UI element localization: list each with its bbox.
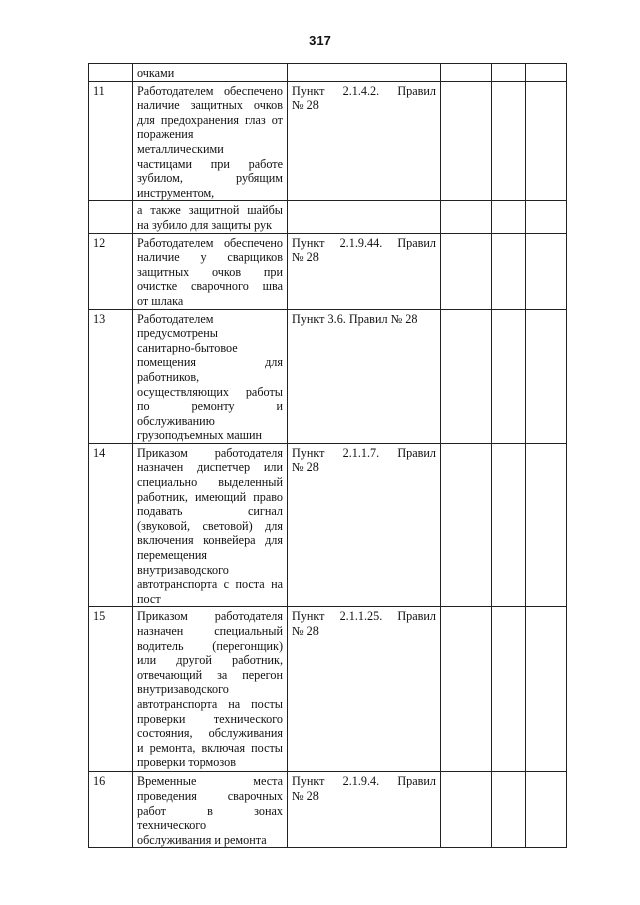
requirement-line: от шлака bbox=[137, 293, 184, 308]
requirement-line: наличие у сварщиков bbox=[137, 250, 283, 265]
reference-text bbox=[288, 81, 441, 201]
requirement-text bbox=[133, 64, 288, 82]
reference-text bbox=[288, 64, 441, 82]
answer-cell-2 bbox=[492, 607, 526, 772]
reference-text bbox=[288, 233, 441, 309]
requirement-text bbox=[133, 201, 288, 233]
checklist-table-body bbox=[89, 64, 567, 848]
requirement-line: специально выделенный bbox=[137, 475, 283, 490]
answer-cell-3 bbox=[526, 201, 567, 233]
table-row bbox=[89, 443, 567, 607]
requirement-line: а также защитной шайбы bbox=[137, 203, 283, 218]
item-number: 11 bbox=[89, 81, 133, 201]
requirement-line: работник, имеющий право bbox=[137, 489, 283, 504]
requirement-line: технического bbox=[137, 818, 207, 833]
requirement-line: обслуживанию bbox=[137, 413, 215, 428]
requirement-line: поражения bbox=[137, 127, 194, 142]
item-number bbox=[89, 201, 133, 233]
answer-cell-2 bbox=[492, 201, 526, 233]
answer-cell-3 bbox=[526, 309, 567, 443]
table-row bbox=[89, 607, 567, 772]
table-row bbox=[89, 233, 567, 309]
requirement-line: или другой работник, bbox=[137, 653, 283, 668]
checklist-table bbox=[88, 63, 567, 848]
requirement-line: внутризаводского bbox=[137, 562, 229, 577]
answer-cell-2 bbox=[492, 233, 526, 309]
answer-cell-3 bbox=[526, 64, 567, 82]
requirement-line: грузоподъемных машин bbox=[137, 428, 263, 443]
requirement-line: перемещения bbox=[137, 548, 208, 563]
answer-cell-1 bbox=[441, 233, 492, 309]
table-row bbox=[89, 201, 567, 233]
requirement-text bbox=[133, 443, 288, 607]
requirement-line: и ремонта, включая посты bbox=[137, 740, 283, 755]
item-number: 13 bbox=[89, 309, 133, 443]
reference-line: № 28 bbox=[292, 460, 319, 475]
item-number bbox=[89, 64, 133, 82]
reference-line: № 28 bbox=[292, 98, 319, 113]
answer-cell-3 bbox=[526, 443, 567, 607]
requirement-line: по ремонту и bbox=[137, 399, 283, 414]
table-row bbox=[89, 81, 567, 201]
requirement-line: осуществляющих работы bbox=[137, 384, 283, 399]
answer-cell-1 bbox=[441, 309, 492, 443]
requirement-line: водитель (перегонщик) bbox=[137, 638, 283, 653]
reference-line: Пункт 2.1.1.25. Правил bbox=[292, 609, 436, 624]
requirement-text bbox=[133, 81, 288, 201]
reference-line: Пункт 2.1.4.2. Правил bbox=[292, 83, 436, 98]
requirement-line: пост bbox=[137, 591, 161, 606]
requirement-line: назначен специальный bbox=[137, 624, 283, 638]
requirement-text bbox=[133, 772, 288, 848]
item-number: 12 bbox=[89, 233, 133, 309]
answer-cell-1 bbox=[441, 81, 492, 201]
answer-cell-1 bbox=[441, 201, 492, 233]
requirement-line: предусмотрены bbox=[137, 326, 218, 341]
requirement-line: автотранспорта на посты bbox=[137, 696, 283, 711]
requirement-line: металлическими bbox=[137, 141, 224, 156]
reference-line: № 28 bbox=[292, 624, 319, 638]
table-row bbox=[89, 64, 567, 82]
reference-text bbox=[288, 309, 441, 443]
requirement-line: зубилом, рубящим bbox=[137, 171, 283, 186]
reference-line: № 28 bbox=[292, 250, 319, 265]
reference-text bbox=[288, 607, 441, 772]
answer-cell-2 bbox=[492, 772, 526, 848]
requirement-line: частицами при работе bbox=[137, 156, 283, 171]
requirement-line: проверки технического bbox=[137, 711, 283, 726]
table-row bbox=[89, 772, 567, 848]
reference-line: № 28 bbox=[292, 789, 319, 803]
table-row bbox=[89, 309, 567, 443]
requirement-line: защитных очков при bbox=[137, 264, 283, 279]
requirement-line: состояния, обслуживания bbox=[137, 726, 283, 741]
requirement-line: Работодателем обеспечено bbox=[137, 235, 283, 250]
answer-cell-3 bbox=[526, 607, 567, 772]
requirement-line: Работодателем обеспечено bbox=[137, 83, 283, 98]
answer-cell-1 bbox=[441, 64, 492, 82]
requirement-line: (звуковой, световой) для bbox=[137, 518, 283, 533]
requirement-line: внутризаводского bbox=[137, 682, 229, 697]
reference-text bbox=[288, 201, 441, 233]
reference-line: Пункт 2.1.9.44. Правил bbox=[292, 235, 436, 250]
requirement-line: помещения для bbox=[137, 355, 283, 370]
answer-cell-3 bbox=[526, 772, 567, 848]
reference-text bbox=[288, 443, 441, 607]
answer-cell-1 bbox=[441, 772, 492, 848]
item-number: 14 bbox=[89, 443, 133, 607]
answer-cell-2 bbox=[492, 64, 526, 82]
requirement-line: Приказом работодателя bbox=[137, 445, 283, 460]
answer-cell-2 bbox=[492, 81, 526, 201]
requirement-line: очистке сварочного шва bbox=[137, 279, 283, 294]
requirement-line: работ в зонах bbox=[137, 803, 283, 818]
requirement-text bbox=[133, 233, 288, 309]
requirement-text bbox=[133, 309, 288, 443]
answer-cell-2 bbox=[492, 443, 526, 607]
requirement-line: назначен диспетчер или bbox=[137, 460, 283, 475]
page-number: 317 bbox=[309, 33, 331, 48]
requirement-line: Приказом работодателя bbox=[137, 609, 283, 624]
requirement-line: для предохранения глаз от bbox=[137, 112, 283, 127]
requirement-line: проверки тормозов bbox=[137, 755, 236, 770]
item-number: 15 bbox=[89, 607, 133, 772]
requirement-line: инструментом, bbox=[137, 185, 215, 200]
reference-line: Пункт 2.1.9.4. Правил bbox=[292, 774, 436, 789]
requirement-line: Временные места bbox=[137, 774, 283, 789]
requirement-line: Работодателем bbox=[137, 311, 214, 326]
requirement-line: подавать сигнал bbox=[137, 504, 283, 519]
requirement-line: проведения сварочных bbox=[137, 789, 283, 803]
answer-cell-3 bbox=[526, 81, 567, 201]
requirement-line: работников, bbox=[137, 369, 200, 384]
reference-line: Пункт 2.1.1.7. Правил bbox=[292, 445, 436, 460]
requirement-line: очками bbox=[137, 66, 175, 80]
answer-cell-1 bbox=[441, 607, 492, 772]
requirement-line: автотранспорта с поста на bbox=[137, 577, 283, 592]
answer-cell-3 bbox=[526, 233, 567, 309]
reference-line: Пункт 3.6. Правил № 28 bbox=[292, 311, 418, 326]
requirement-line: включения конвейера для bbox=[137, 533, 283, 548]
item-number: 16 bbox=[89, 772, 133, 848]
answer-cell-1 bbox=[441, 443, 492, 607]
requirement-text bbox=[133, 607, 288, 772]
requirement-line: наличие защитных очков bbox=[137, 98, 283, 113]
requirement-line: на зубило для защиты рук bbox=[137, 217, 272, 232]
requirement-line: обслуживания и ремонта bbox=[137, 832, 267, 847]
requirement-line: отвечающий за перегон bbox=[137, 667, 283, 682]
reference-text bbox=[288, 772, 441, 848]
requirement-line: санитарно-бытовое bbox=[137, 340, 238, 355]
answer-cell-2 bbox=[492, 309, 526, 443]
